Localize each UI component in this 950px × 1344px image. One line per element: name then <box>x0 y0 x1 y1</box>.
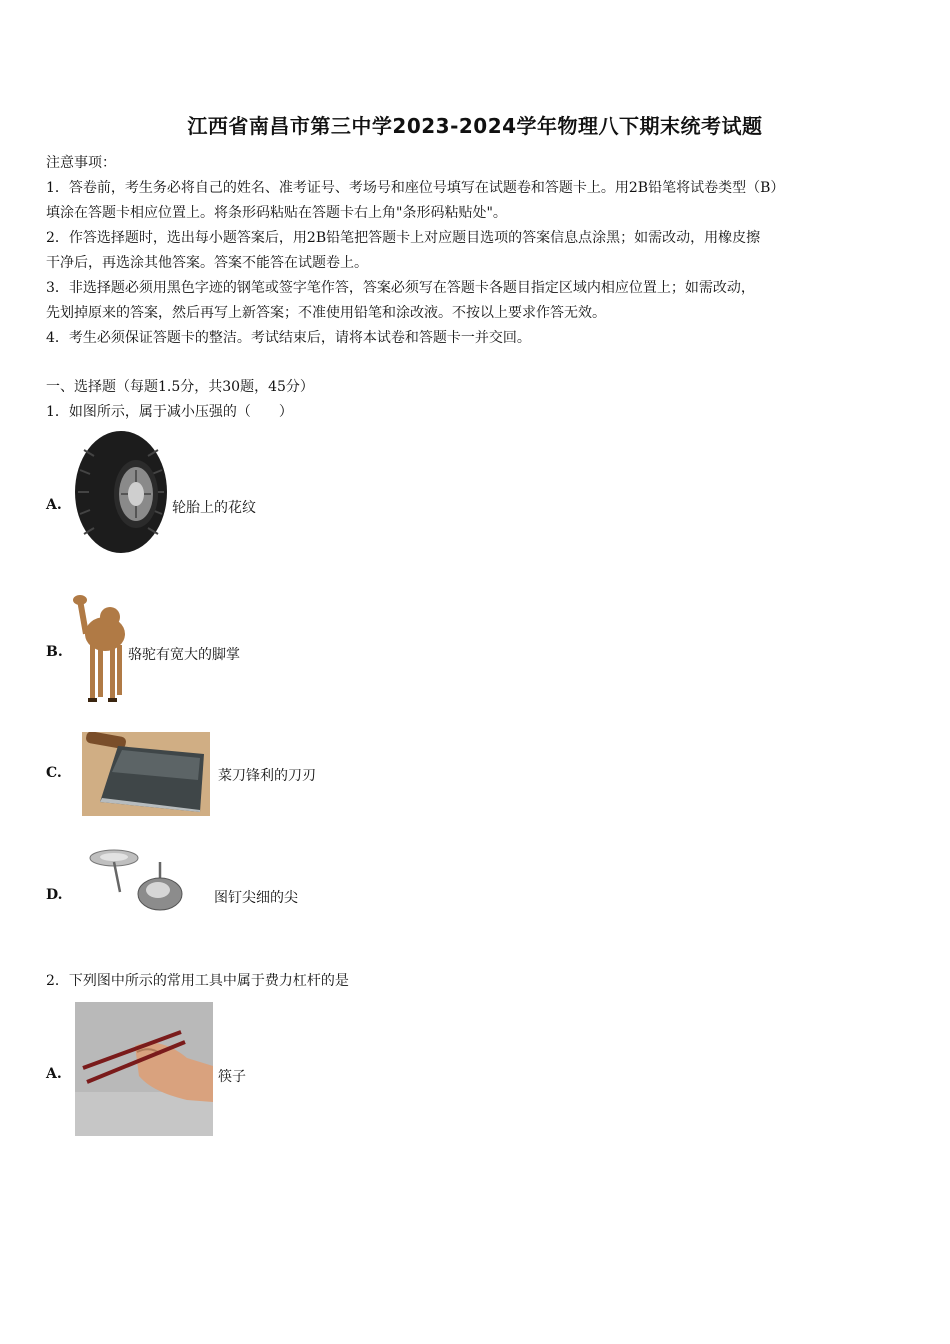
option-b-letter: B. <box>46 644 63 660</box>
notice-line: 4．考生必须保证答题卡的整洁。考试结束后，请将本试卷和答题卡一并交回。 <box>46 330 531 346</box>
option-a-text: 筷子 <box>218 1069 246 1085</box>
option-a-letter: A. <box>46 1066 62 1082</box>
option-d-text: 图钉尖细的尖 <box>214 890 298 906</box>
option-c-letter: C. <box>46 765 62 781</box>
notice-line: 填涂在答题卡相应位置上。将条形码粘贴在答题卡右上角"条形码粘贴处"。 <box>46 205 507 221</box>
question-2-stem: 2．下列图中所示的常用工具中属于费力杠杆的是 <box>46 973 349 989</box>
option-c-text: 菜刀锋利的刀刃 <box>218 768 316 784</box>
tire-icon <box>74 430 168 558</box>
option-a-text: 轮胎上的花纹 <box>172 500 256 516</box>
notice-line: 1．答卷前，考生务必将自己的姓名、准考证号、考场号和座位号填写在试题卷和答题卡上。用2B铅笔将试卷类型（B） <box>46 180 785 196</box>
page-title: 江西省南昌市第三中学2023-2024学年物理八下期末统考试题 <box>187 114 763 138</box>
option-a-letter: A. <box>46 497 62 513</box>
section-heading: 一、选择题（每题1.5分，共30题，45分） <box>46 379 314 395</box>
option-d-letter: D. <box>46 887 63 903</box>
notice-heading: 注意事项： <box>46 155 116 171</box>
question-1-stem: 1．如图所示，属于减小压强的（ ） <box>46 404 293 420</box>
notice-line: 干净后，再选涂其他答案。答案不能答在试题卷上。 <box>46 255 368 271</box>
option-b-text: 骆驼有宽大的脚掌 <box>128 647 240 663</box>
notice-line: 3．非选择题必须用黑色字迹的钢笔或签字笔作答，答案必须写在答题卡各题目指定区域内相应位置上；如需改动， <box>46 280 755 296</box>
notice-line: 先划掉原来的答案，然后再写上新答案；不准使用铅笔和涂改液。不按以上要求作答无效。 <box>46 305 606 321</box>
cleaver-icon <box>82 732 210 820</box>
camel-icon <box>72 590 128 710</box>
thumbtack-icon <box>88 848 196 920</box>
notice-line: 2．作答选择题时，选出每小题答案后，用2B铅笔把答题卡上对应题目选项的答案信息点涂黑；如需改动，用橡皮擦 <box>46 230 761 246</box>
chopsticks-icon <box>75 1002 213 1140</box>
